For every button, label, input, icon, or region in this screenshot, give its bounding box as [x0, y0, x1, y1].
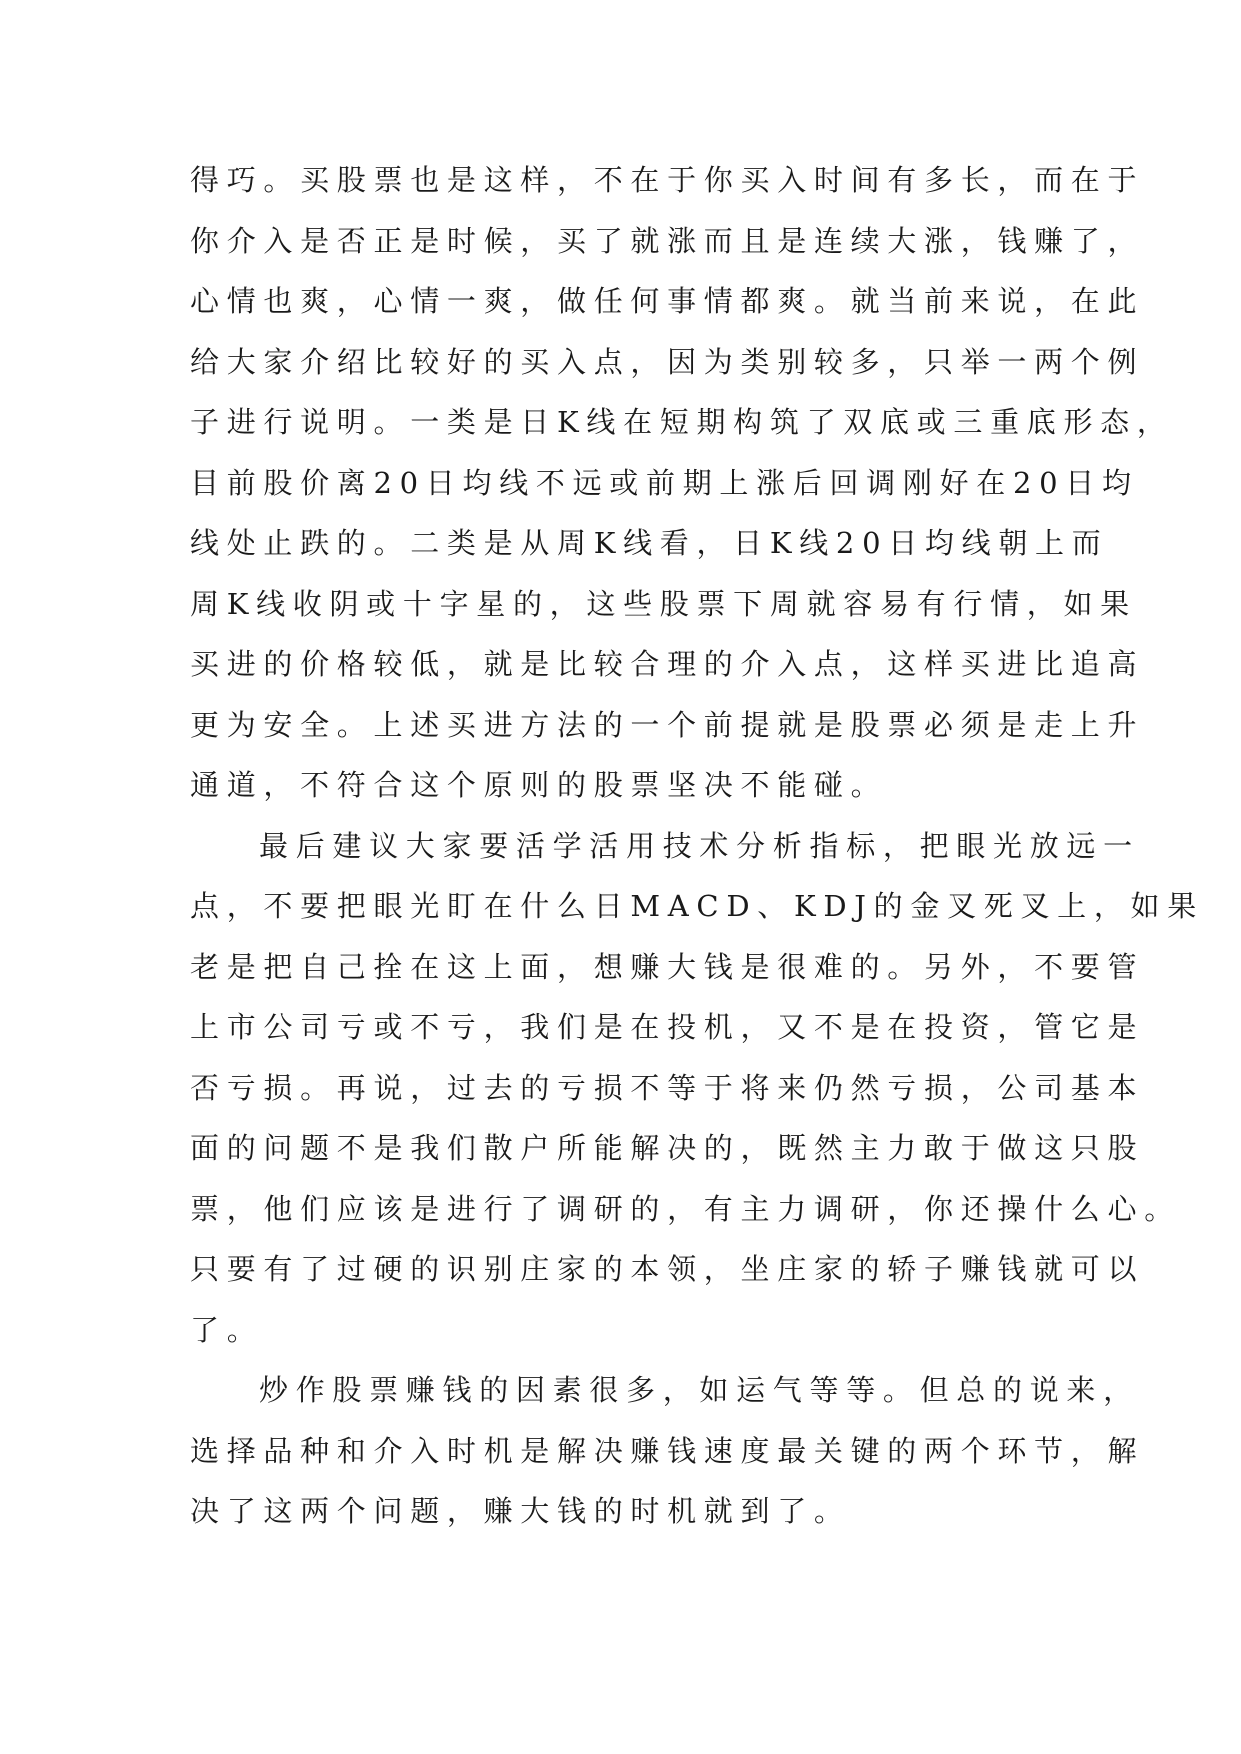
paragraph-1 [190, 150, 1174, 816]
paragraph-line: 得巧。买股票也是这样，不在于你买入时间有多长，而在于 [190, 163, 1145, 197]
paragraph-line: 点，不要把眼光盯在什么日MACD、KDJ的金叉死叉上，如果 [190, 889, 1204, 923]
paragraph-line: 给大家介绍比较好的买入点，因为类别较多，只举一两个例 [190, 344, 1145, 379]
paragraph-line: 子进行说明。一类是日K线在短期构筑了双底或三重底形态， [190, 405, 1174, 439]
paragraph-line: 老是把自己拴在这上面，想赚大钱是很难的。另外，不要管 [190, 949, 1145, 984]
document-body [190, 150, 1204, 1542]
paragraph-line: 只要有了过硬的识别庄家的本领，坐庄家的轿子赚钱就可以 [190, 1252, 1145, 1286]
paragraph-line: 票，他们应该是进行了调研的，有主力调研，你还操什么心。 [190, 1191, 1181, 1226]
paragraph-2 [190, 816, 1204, 1361]
paragraph-line: 面的问题不是我们散户所能解决的，既然主力敢于做这只股 [190, 1131, 1145, 1165]
paragraph-first-line: 最后建议大家要活学活用技术分析指标，把眼光放远一 [259, 828, 1140, 863]
paragraph-line: 选择品种和介入时机是解决赚钱速度最关键的两个环节，解 [190, 1433, 1145, 1468]
paragraph-3 [190, 1360, 1145, 1542]
paragraph-first-line: 炒作股票赚钱的因素很多，如运气等等。但总的说来， [259, 1373, 1140, 1407]
paragraph-line: 周K线收阴或十字星的，这些股票下周就容易有行情，如果 [190, 586, 1137, 621]
paragraph-line: 通道，不符合这个原则的股票坚决不能碰。 [190, 768, 888, 802]
paragraph-line: 目前股价离20日均线不远或前期上涨后回调刚好在20日均 [190, 465, 1139, 500]
paragraph-line: 更为安全。上述买进方法的一个前提就是股票必须是走上升 [190, 707, 1145, 742]
paragraph-line: 买进的价格较低，就是比较合理的介入点，这样买进比追高 [190, 647, 1145, 681]
paragraph-line: 心情也爽，心情一爽，做任何事情都爽。就当前来说，在此 [190, 284, 1145, 318]
paragraph-line: 了。 [190, 1312, 264, 1347]
paragraph-line: 你介入是否正是时候，买了就涨而且是连续大涨，钱赚了， [190, 223, 1145, 258]
paragraph-line: 否亏损。再说，过去的亏损不等于将来仍然亏损，公司基本 [190, 1070, 1145, 1105]
paragraph-line: 线处止跌的。二类是从周K线看，日K线20日均线朝上而 [190, 526, 1109, 560]
paragraph-line: 上市公司亏或不亏，我们是在投机，又不是在投资，管它是 [190, 1010, 1145, 1044]
paragraph-line: 决了这两个问题，赚大钱的时机就到了。 [190, 1494, 851, 1528]
